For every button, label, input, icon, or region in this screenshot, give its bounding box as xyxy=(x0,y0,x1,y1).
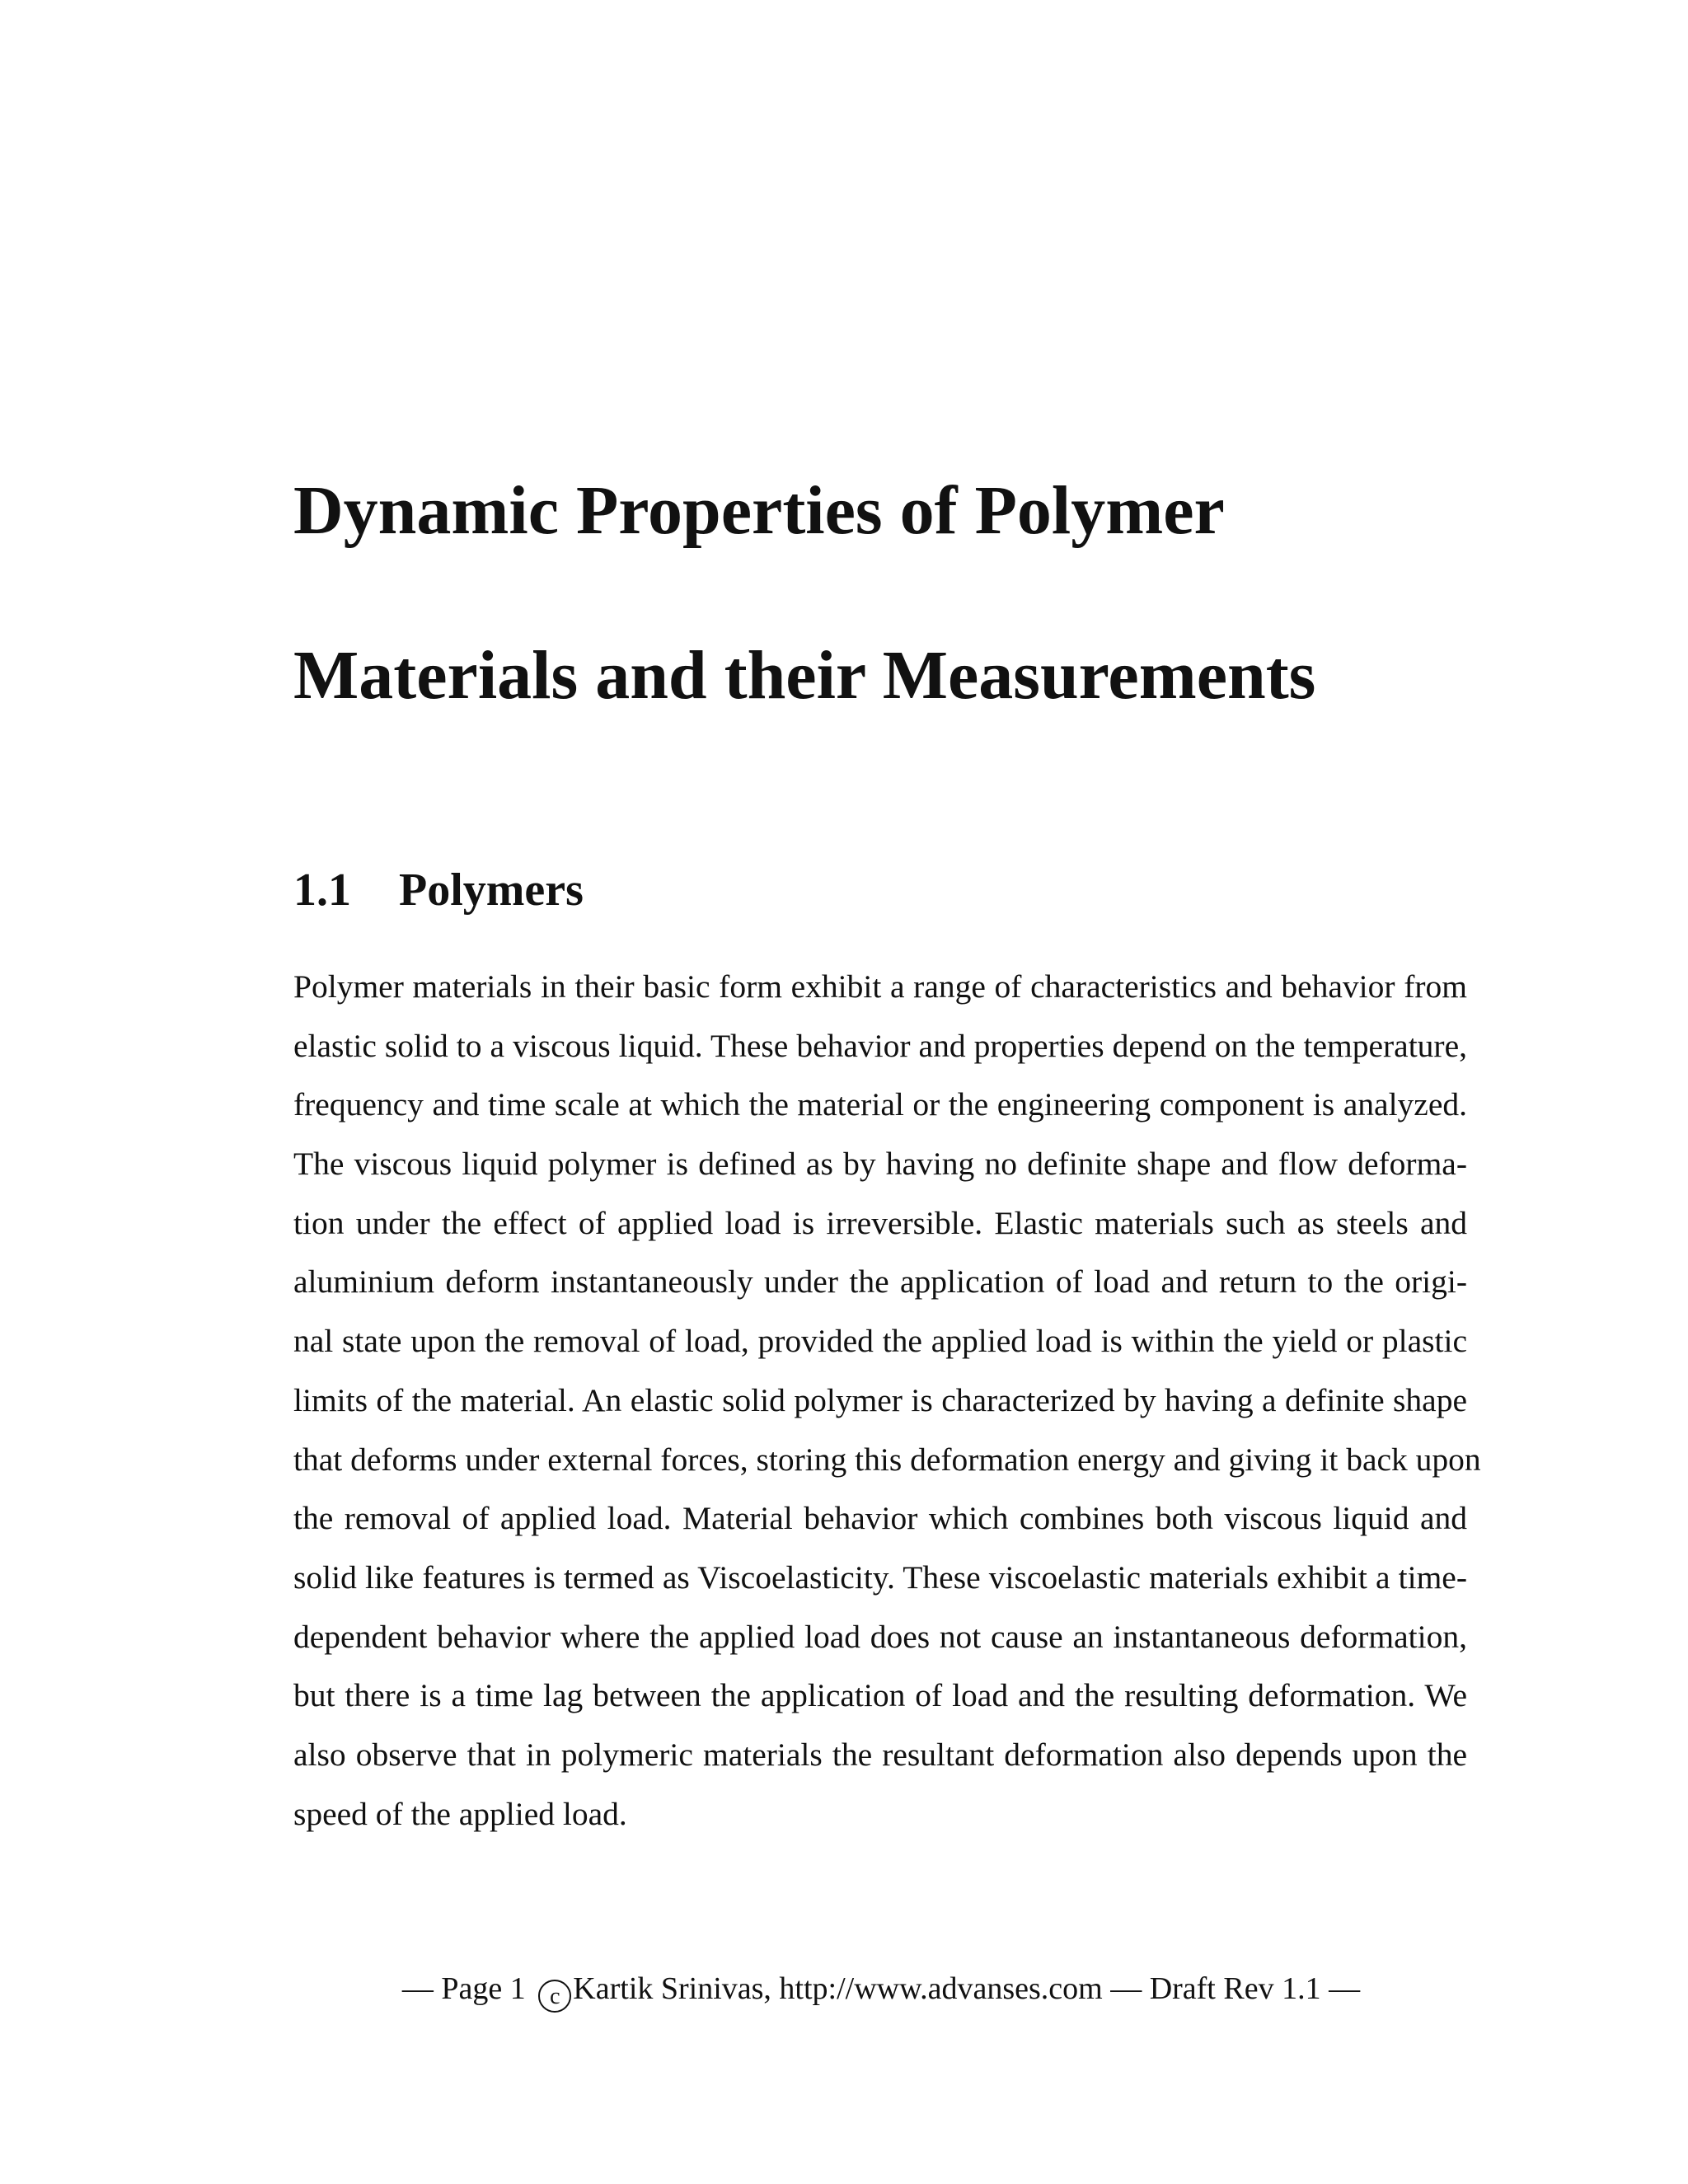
paragraph-line: frequency and time scale at which the material or the engineering component is analyzed. xyxy=(293,1086,1467,1123)
section-number: 1.1 xyxy=(293,865,351,916)
paragraph-line: dependent behavior where the applied load does not cause an instantaneous deformation, xyxy=(293,1618,1467,1655)
paragraph-line: The viscous liquid polymer is defined as by having no definite shape and flow deforma- xyxy=(293,1146,1467,1183)
paragraph-line: but there is a time lag between the application of load and the resulting deformation. We xyxy=(293,1677,1467,1714)
title-line-2: Materials and their Measurements xyxy=(293,637,1316,714)
copyright-icon: c xyxy=(538,1980,571,2013)
section-heading xyxy=(293,857,584,923)
title-line-1: Dynamic Properties of Polymer xyxy=(293,472,1225,549)
paragraph-line: solid like features is termed as Viscoelasticity. These viscoelastic materials exhibit a time- xyxy=(293,1558,1467,1596)
paragraph-line: nal state upon the removal of load, provided the applied load is within the yield or plastic xyxy=(293,1323,1467,1360)
paragraph-line: speed of the applied load. xyxy=(293,1795,627,1832)
paragraph-line: Polymer materials in their basic form exhibit a range of characteristics and behavior from xyxy=(293,968,1467,1005)
footer-author: Kartik Srinivas, http://www.advanses.com xyxy=(573,1971,1103,2006)
paragraph-line: tion under the effect of applied load is irreversible. Elastic materials such as steels and xyxy=(293,1204,1467,1241)
paragraph-line: that deforms under external forces, storing this deformation energy and giving it back upon xyxy=(293,1441,1481,1478)
section-title: Polymers xyxy=(399,865,584,916)
paragraph-line: aluminium deform instantaneously under the application of load and return to the origi- xyxy=(293,1263,1467,1301)
paragraph-line: also observe that in polymeric materials the resultant deformation also depends upon the xyxy=(293,1736,1467,1773)
paragraph-line: limits of the material. An elastic solid polymer is characterized by having a definite shape xyxy=(293,1381,1467,1418)
page-footer xyxy=(0,1966,1688,2013)
footer-page-number: — Page 1 xyxy=(401,1971,526,2006)
footer-draft-rev: — Draft Rev 1.1 — xyxy=(1110,1971,1361,2006)
document-title xyxy=(293,429,1530,758)
paragraph-line: the removal of applied load. Material behavior which combines both viscous liquid and xyxy=(293,1500,1467,1537)
body-paragraph xyxy=(293,958,1481,1844)
paragraph-line: elastic solid to a viscous liquid. These behavior and properties depend on the temperature, xyxy=(293,1027,1467,1064)
